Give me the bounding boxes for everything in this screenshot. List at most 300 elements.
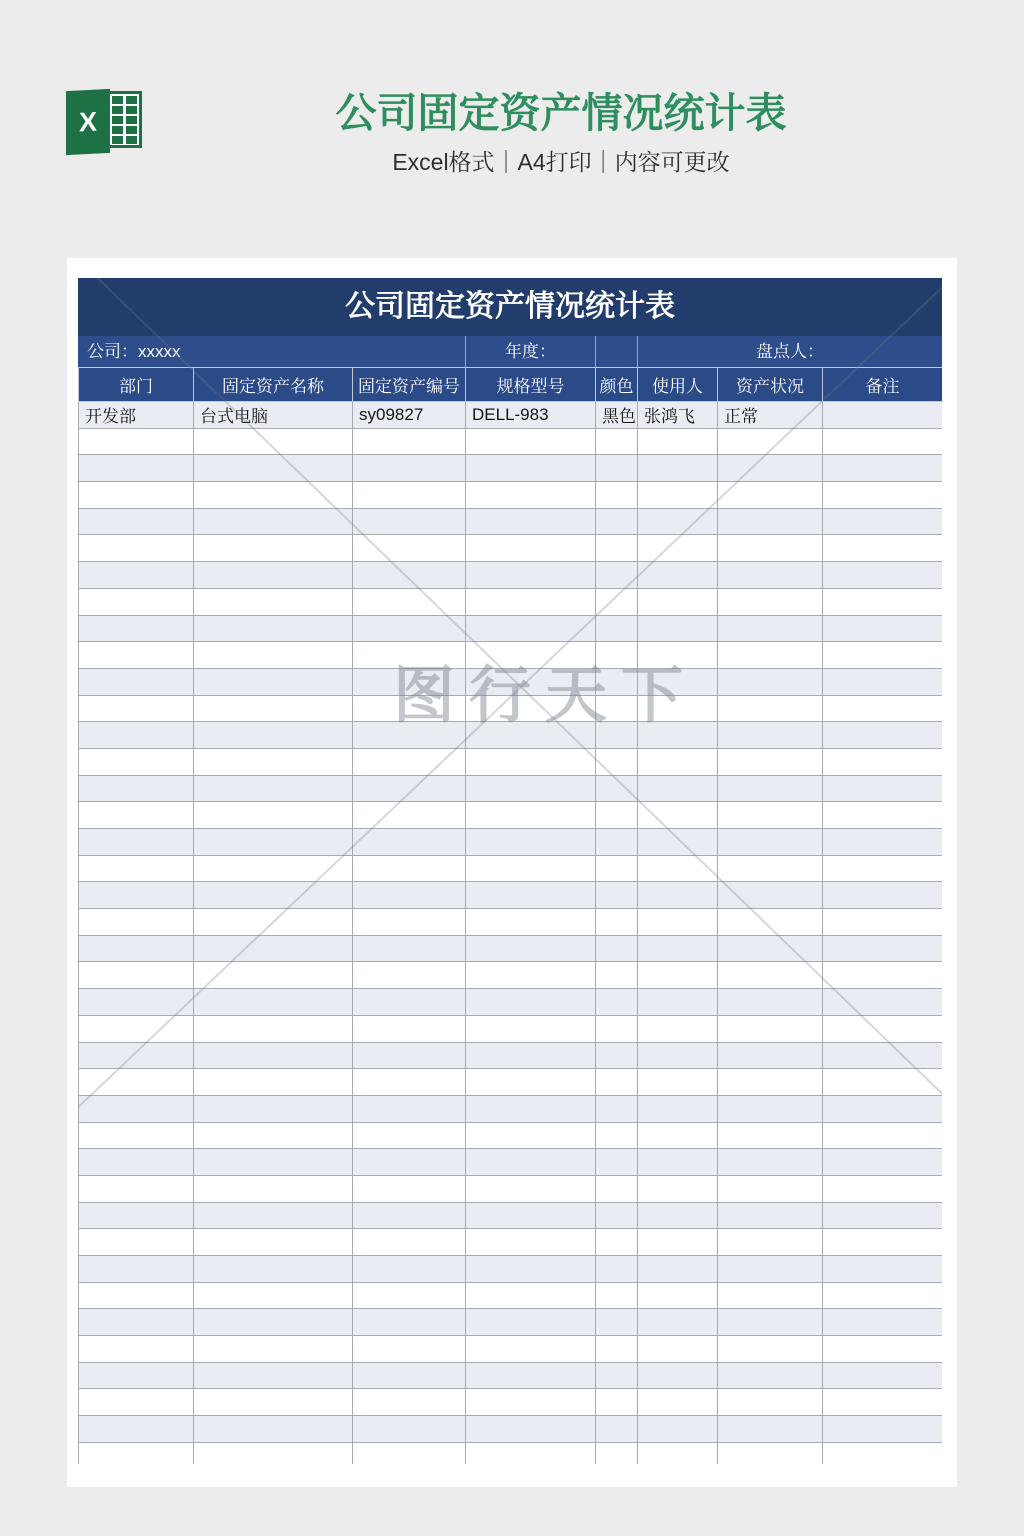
table-cell <box>596 588 638 615</box>
table-cell <box>823 1256 943 1283</box>
table-cell <box>79 748 194 775</box>
table-cell <box>466 562 596 589</box>
table-cell <box>194 1389 353 1416</box>
table-cell <box>718 1015 823 1042</box>
table-cell <box>194 1309 353 1336</box>
table-cell <box>353 1282 466 1309</box>
table-row <box>79 428 943 455</box>
table-cell <box>638 1095 718 1122</box>
table-cell <box>718 1042 823 1069</box>
info-spacer-cell <box>595 336 637 367</box>
table-cell <box>466 1336 596 1363</box>
table-cell <box>638 1362 718 1389</box>
sheet-info-band <box>78 336 942 367</box>
table-cell <box>718 455 823 482</box>
table-cell <box>823 402 943 429</box>
table-cell <box>718 695 823 722</box>
table-cell <box>194 935 353 962</box>
table-cell <box>718 882 823 909</box>
table-cell <box>823 855 943 882</box>
table-cell <box>596 1015 638 1042</box>
table-cell <box>638 962 718 989</box>
table-cell <box>353 615 466 642</box>
table-row <box>79 1229 943 1256</box>
table-row <box>79 562 943 589</box>
table-cell <box>353 588 466 615</box>
table-cell <box>638 775 718 802</box>
column-header: 固定资产名称 <box>194 368 353 402</box>
table-cell <box>353 775 466 802</box>
year-label: 年度： <box>465 336 595 367</box>
table-row <box>79 402 943 429</box>
column-header: 部门 <box>79 368 194 402</box>
table-cell <box>353 1015 466 1042</box>
table-cell <box>596 1095 638 1122</box>
table-cell <box>718 855 823 882</box>
table-cell <box>466 1095 596 1122</box>
table-cell <box>466 482 596 509</box>
table-cell <box>638 455 718 482</box>
table-cell <box>79 615 194 642</box>
table-cell <box>718 962 823 989</box>
table-cell <box>353 855 466 882</box>
table-cell <box>638 588 718 615</box>
table-cell <box>823 1442 943 1464</box>
table-cell <box>79 1256 194 1283</box>
table-cell <box>718 722 823 749</box>
table-cell <box>353 1229 466 1256</box>
table-row <box>79 455 943 482</box>
table-cell <box>638 482 718 509</box>
table-cell <box>194 695 353 722</box>
table-cell <box>823 482 943 509</box>
table-cell <box>596 1069 638 1096</box>
table-cell <box>79 1149 194 1176</box>
table-cell <box>718 1122 823 1149</box>
table-cell <box>638 1309 718 1336</box>
table-cell <box>79 775 194 802</box>
table-cell <box>79 1069 194 1096</box>
table-cell <box>823 935 943 962</box>
table-cell <box>596 535 638 562</box>
spreadsheet-preview <box>78 278 942 1464</box>
table-cell <box>596 1336 638 1363</box>
table-cell <box>596 508 638 535</box>
table-cell <box>718 775 823 802</box>
table-cell <box>718 668 823 695</box>
table-cell <box>466 722 596 749</box>
table-cell <box>823 588 943 615</box>
table-cell <box>638 1015 718 1042</box>
header-row <box>79 368 943 402</box>
table-cell <box>823 1122 943 1149</box>
table-cell <box>194 428 353 455</box>
table-cell <box>596 1442 638 1464</box>
table-cell <box>353 1069 466 1096</box>
table-cell <box>353 1309 466 1336</box>
table-cell <box>823 535 943 562</box>
table-cell <box>638 668 718 695</box>
table-cell <box>638 1442 718 1464</box>
table-cell <box>466 1202 596 1229</box>
table-cell <box>466 1389 596 1416</box>
table-cell <box>194 748 353 775</box>
table-cell <box>638 909 718 936</box>
table-cell <box>596 1256 638 1283</box>
table-cell <box>596 615 638 642</box>
table-cell <box>79 1015 194 1042</box>
table-cell <box>596 1309 638 1336</box>
table-row <box>79 642 943 669</box>
table-row <box>79 1256 943 1283</box>
table-row <box>79 1282 943 1309</box>
table-cell <box>79 508 194 535</box>
table-cell <box>79 909 194 936</box>
table-cell <box>194 1015 353 1042</box>
table-cell <box>79 1362 194 1389</box>
table-cell <box>466 909 596 936</box>
table-cell <box>638 428 718 455</box>
table-cell <box>718 829 823 856</box>
table-cell <box>718 1442 823 1464</box>
table-cell <box>466 1442 596 1464</box>
table-cell <box>823 1416 943 1443</box>
table-cell <box>466 535 596 562</box>
table-cell <box>596 989 638 1016</box>
table-cell <box>718 748 823 775</box>
table-row <box>79 535 943 562</box>
excel-icon-x: X <box>66 89 110 155</box>
table-row <box>79 1362 943 1389</box>
table-cell <box>823 1069 943 1096</box>
table-cell <box>194 455 353 482</box>
table-cell <box>638 535 718 562</box>
table-cell <box>596 1175 638 1202</box>
table-cell <box>638 642 718 669</box>
table-cell <box>823 722 943 749</box>
table-row <box>79 1416 943 1443</box>
table-cell <box>79 1282 194 1309</box>
table-cell <box>823 428 943 455</box>
table-row <box>79 1175 943 1202</box>
table-cell <box>596 1149 638 1176</box>
table-cell <box>638 935 718 962</box>
table-row <box>79 829 943 856</box>
table-row <box>79 882 943 909</box>
table-cell <box>79 535 194 562</box>
table-cell <box>718 802 823 829</box>
table-cell <box>194 802 353 829</box>
table-row <box>79 1015 943 1042</box>
table-cell <box>718 508 823 535</box>
column-header: 使用人 <box>638 368 718 402</box>
table-cell <box>823 1229 943 1256</box>
table-cell <box>823 668 943 695</box>
table-cell <box>823 1389 943 1416</box>
table-cell <box>79 829 194 856</box>
table-cell <box>823 695 943 722</box>
table-row <box>79 748 943 775</box>
table-cell <box>353 1175 466 1202</box>
table-cell <box>638 1256 718 1283</box>
table-cell <box>353 668 466 695</box>
table-cell <box>353 829 466 856</box>
table-cell <box>194 829 353 856</box>
table-cell <box>466 1229 596 1256</box>
table-cell <box>718 1149 823 1176</box>
page-header <box>0 0 1024 220</box>
table-cell <box>718 1362 823 1389</box>
table-cell <box>194 1336 353 1363</box>
table-cell <box>466 668 596 695</box>
table-row <box>79 909 943 936</box>
table-cell <box>79 1042 194 1069</box>
table-cell <box>823 748 943 775</box>
table-cell <box>194 909 353 936</box>
table-row <box>79 855 943 882</box>
table-cell <box>466 508 596 535</box>
table-cell <box>353 535 466 562</box>
table-cell <box>466 935 596 962</box>
table-cell <box>718 615 823 642</box>
table-cell <box>823 455 943 482</box>
table-cell <box>596 909 638 936</box>
assets-table-head <box>79 368 943 402</box>
table-cell <box>353 1362 466 1389</box>
table-cell <box>718 989 823 1016</box>
table-cell <box>823 642 943 669</box>
table-cell <box>353 1416 466 1443</box>
table-cell <box>596 829 638 856</box>
table-cell <box>194 1229 353 1256</box>
table-cell <box>596 935 638 962</box>
table-cell <box>466 455 596 482</box>
column-header: 固定资产编号 <box>353 368 466 402</box>
table-cell <box>823 1149 943 1176</box>
table-cell <box>718 1309 823 1336</box>
table-cell <box>596 695 638 722</box>
table-cell <box>596 1229 638 1256</box>
table-cell <box>194 508 353 535</box>
table-cell <box>466 829 596 856</box>
table-cell <box>466 882 596 909</box>
table-row <box>79 1309 943 1336</box>
table-cell <box>79 455 194 482</box>
table-cell <box>596 722 638 749</box>
table-cell <box>718 588 823 615</box>
table-cell <box>718 935 823 962</box>
table-cell: 张鸿飞 <box>638 402 718 429</box>
table-row <box>79 1042 943 1069</box>
table-cell <box>638 882 718 909</box>
table-cell <box>823 1175 943 1202</box>
table-cell <box>823 989 943 1016</box>
table-cell <box>823 1042 943 1069</box>
table-cell: 正常 <box>718 402 823 429</box>
table-cell <box>79 482 194 509</box>
table-cell <box>353 989 466 1016</box>
table-cell: 开发部 <box>79 402 194 429</box>
table-cell <box>466 1416 596 1443</box>
table-cell <box>638 1122 718 1149</box>
table-cell <box>823 802 943 829</box>
table-cell <box>353 562 466 589</box>
table-cell <box>353 1336 466 1363</box>
table-cell <box>194 962 353 989</box>
table-cell <box>718 562 823 589</box>
table-cell <box>823 562 943 589</box>
table-cell <box>353 882 466 909</box>
table-cell <box>353 962 466 989</box>
table-cell <box>194 1069 353 1096</box>
table-cell <box>194 1442 353 1464</box>
table-cell <box>353 1042 466 1069</box>
table-cell <box>596 642 638 669</box>
table-cell <box>353 482 466 509</box>
page-header-text <box>0 90 1024 175</box>
table-cell <box>596 1282 638 1309</box>
table-row <box>79 588 943 615</box>
table-cell <box>466 748 596 775</box>
table-cell <box>638 829 718 856</box>
table-row <box>79 1442 943 1464</box>
table-cell <box>596 455 638 482</box>
table-cell <box>596 482 638 509</box>
table-row <box>79 989 943 1016</box>
table-cell: sy09827 <box>353 402 466 429</box>
table-cell: 台式电脑 <box>194 402 353 429</box>
template-preview-card[interactable] <box>67 258 957 1487</box>
assets-table-body <box>79 402 943 1465</box>
table-cell <box>823 1336 943 1363</box>
column-header: 备注 <box>823 368 943 402</box>
table-cell <box>466 962 596 989</box>
table-cell <box>194 989 353 1016</box>
table-cell <box>353 1202 466 1229</box>
table-cell <box>596 802 638 829</box>
table-cell <box>596 1389 638 1416</box>
table-cell <box>718 1389 823 1416</box>
table-cell <box>79 1175 194 1202</box>
table-cell <box>638 1389 718 1416</box>
table-cell <box>718 535 823 562</box>
table-cell <box>353 508 466 535</box>
table-cell <box>466 1309 596 1336</box>
table-cell <box>596 748 638 775</box>
table-cell <box>79 1336 194 1363</box>
table-cell <box>718 1175 823 1202</box>
table-cell <box>353 695 466 722</box>
table-cell <box>466 855 596 882</box>
table-cell <box>823 1015 943 1042</box>
table-cell <box>596 668 638 695</box>
table-row <box>79 722 943 749</box>
table-cell <box>466 428 596 455</box>
table-cell <box>194 642 353 669</box>
table-cell <box>466 1042 596 1069</box>
table-cell <box>638 695 718 722</box>
table-cell <box>823 1202 943 1229</box>
table-cell <box>353 428 466 455</box>
table-cell <box>194 482 353 509</box>
table-cell <box>638 855 718 882</box>
table-cell <box>638 1282 718 1309</box>
table-cell <box>823 1282 943 1309</box>
table-cell <box>466 1362 596 1389</box>
table-row <box>79 935 943 962</box>
table-cell <box>466 642 596 669</box>
column-header: 规格型号 <box>466 368 596 402</box>
table-cell <box>79 802 194 829</box>
table-cell <box>79 962 194 989</box>
table-cell <box>353 1122 466 1149</box>
table-cell <box>79 1416 194 1443</box>
watermark-text: 图行天下 <box>392 661 698 731</box>
table-cell <box>79 935 194 962</box>
table-cell <box>194 1256 353 1283</box>
table-cell <box>823 882 943 909</box>
table-row <box>79 1336 943 1363</box>
table-cell <box>466 1015 596 1042</box>
table-cell <box>194 588 353 615</box>
table-cell <box>638 1202 718 1229</box>
table-cell <box>638 562 718 589</box>
table-cell <box>638 1149 718 1176</box>
table-cell <box>718 482 823 509</box>
table-cell <box>638 1042 718 1069</box>
table-cell <box>194 1416 353 1443</box>
table-cell <box>638 1229 718 1256</box>
table-cell <box>79 1389 194 1416</box>
table-cell <box>194 1175 353 1202</box>
table-cell <box>596 855 638 882</box>
table-cell <box>718 1229 823 1256</box>
table-cell <box>79 882 194 909</box>
table-cell <box>353 722 466 749</box>
table-cell <box>466 615 596 642</box>
table-cell <box>638 802 718 829</box>
table-cell <box>466 1282 596 1309</box>
table-cell <box>823 615 943 642</box>
table-row <box>79 1202 943 1229</box>
table-cell <box>596 882 638 909</box>
table-row <box>79 1095 943 1122</box>
table-row <box>79 1122 943 1149</box>
table-cell <box>596 1042 638 1069</box>
table-cell <box>79 1202 194 1229</box>
table-cell <box>718 1095 823 1122</box>
table-row <box>79 1149 943 1176</box>
table-cell <box>79 1309 194 1336</box>
table-cell <box>823 962 943 989</box>
table-cell <box>194 668 353 695</box>
table-cell <box>638 1175 718 1202</box>
table-cell <box>466 1175 596 1202</box>
table-cell: DELL-983 <box>466 402 596 429</box>
table-cell <box>596 428 638 455</box>
table-cell <box>353 455 466 482</box>
table-cell <box>718 1256 823 1283</box>
table-cell <box>194 1042 353 1069</box>
table-cell <box>194 1149 353 1176</box>
table-cell <box>79 1229 194 1256</box>
table-cell <box>79 1122 194 1149</box>
table-cell <box>79 695 194 722</box>
table-cell <box>79 428 194 455</box>
sheet-title: 公司固定资产情况统计表 <box>78 278 942 336</box>
table-cell <box>823 909 943 936</box>
table-cell <box>194 1202 353 1229</box>
